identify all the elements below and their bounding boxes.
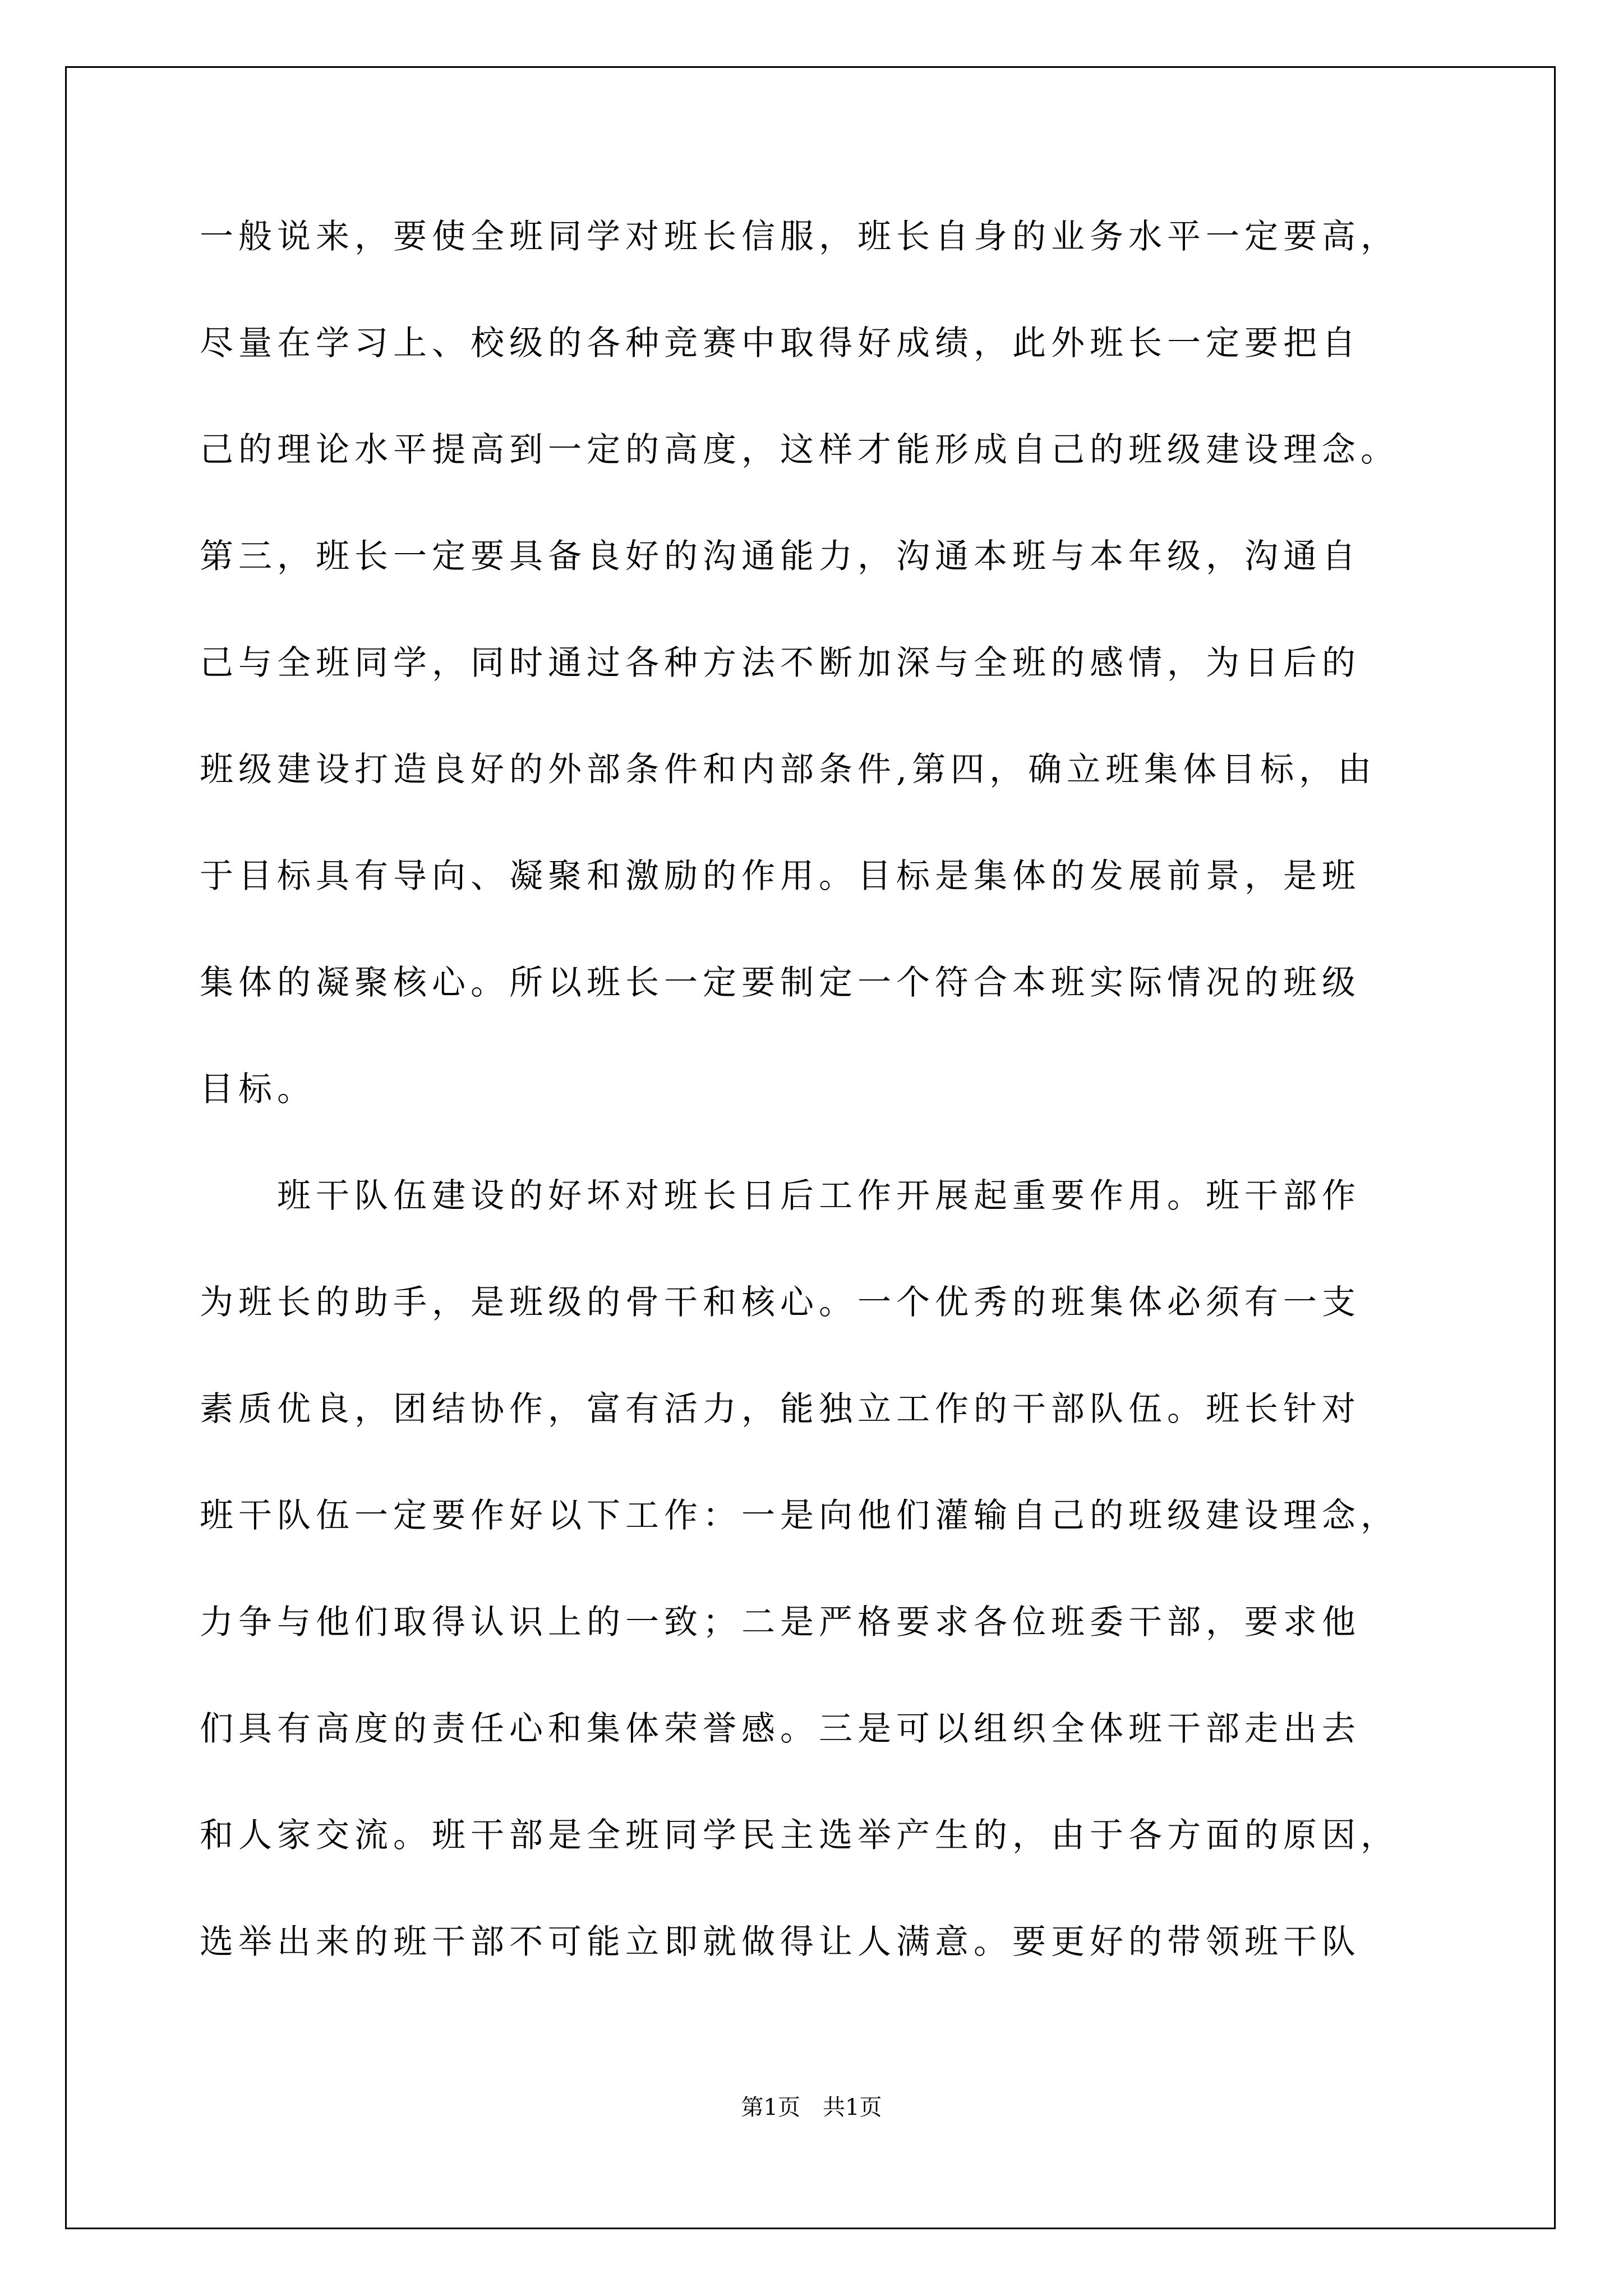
text-line: 和人家交流。班干部是全班同学民主选举产生的，由于各方面的原因， xyxy=(200,1816,1399,1855)
text-line: 尽量在学习上、校级的各种竞赛中取得好成绩，此外班长一定要把自 xyxy=(200,324,1361,363)
text-line: 目标。 xyxy=(200,1070,316,1109)
paragraph-start-line: 班干队伍建设的好坏对班长日后工作开展起重要作用。班干部作 xyxy=(277,1176,1361,1216)
text-line: 己的理论水平提高到一定的高度，这样才能形成自己的班级建设理念。 xyxy=(200,430,1399,470)
text-line: 班级建设打造良好的外部条件和内部条件,第四，确立班集体目标，由 xyxy=(200,750,1377,789)
text-line: 为班长的助手，是班级的骨干和核心。一个优秀的班集体必须有一支 xyxy=(200,1283,1361,1322)
text-line: 们具有高度的责任心和集体荣誉感。三是可以组织全体班干部走出去 xyxy=(200,1709,1361,1749)
text-line: 素质优良，团结协作，富有活力，能独立工作的干部队伍。班长针对 xyxy=(200,1389,1361,1429)
text-line: 一般说来，要使全班同学对班长信服，班长自身的业务水平一定要高， xyxy=(200,217,1399,256)
text-line: 集体的凝聚核心。所以班长一定要制定一个符合本班实际情况的班级 xyxy=(200,963,1361,1002)
text-line: 第三，班长一定要具备良好的沟通能力，沟通本班与本年级，沟通自 xyxy=(200,537,1361,576)
text-line: 力争与他们取得认识上的一致；二是严格要求各位班委干部，要求他 xyxy=(200,1603,1361,1642)
text-line: 班干队伍一定要作好以下工作：一是向他们灌输自己的班级建设理念， xyxy=(200,1496,1399,1535)
page-border xyxy=(65,66,1556,2229)
text-line: 于目标具有导向、凝聚和激励的作用。目标是集体的发展前景，是班 xyxy=(200,857,1361,896)
page-number-footer: 第1页 共1页 xyxy=(741,2095,882,2120)
text-line: 选举出来的班干部不可能立即就做得让人满意。要更好的带领班干队 xyxy=(200,1922,1361,1962)
text-line: 己与全班同学，同时通过各种方法不断加深与全班的感情，为日后的 xyxy=(200,643,1361,683)
